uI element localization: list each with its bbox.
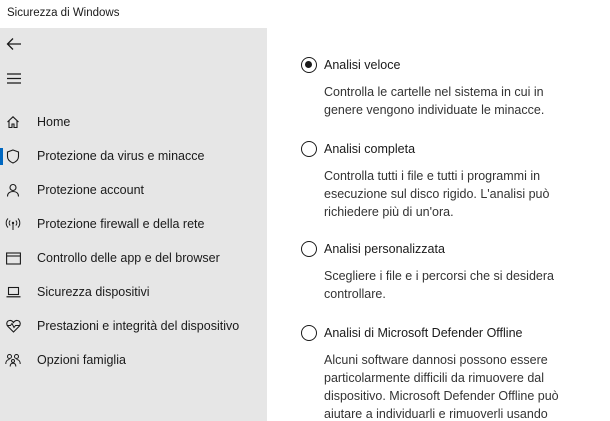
sidebar-item-device-performance[interactable] xyxy=(0,309,267,343)
radio-full-scan[interactable] xyxy=(301,141,317,157)
sidebar-item-label: Protezione da virus e minacce xyxy=(37,149,205,163)
option-description: Controlla le cartelle nel sistema in cui in genere vengono individuate le minacce. xyxy=(324,85,545,117)
laptop-icon xyxy=(5,284,21,300)
home-icon xyxy=(5,114,21,130)
radio-custom-scan[interactable] xyxy=(301,241,317,257)
browser-window-icon xyxy=(5,250,21,266)
back-arrow-icon xyxy=(6,37,22,51)
option-description: Alcuni software dannosi possono essere particolarmente difficili da rimuovere dal dispositivo. Microsoft Defender Offline può aiutare a individuarli e rimuoverli usando xyxy=(324,353,559,421)
sidebar-item-label: Protezione firewall e della rete xyxy=(37,217,205,231)
sidebar-item-label: Home xyxy=(37,115,71,129)
scan-options-panel xyxy=(267,28,610,421)
sidebar-item-label: Protezione account xyxy=(37,183,145,197)
radio-quick-scan[interactable] xyxy=(301,57,317,73)
sidebar-item-virus-protection[interactable] xyxy=(0,139,267,173)
sidebar-item-home[interactable] xyxy=(0,105,267,139)
option-title: Analisi di Microsoft Defender Offline xyxy=(324,326,523,340)
sidebar-item-label: Opzioni famiglia xyxy=(37,353,126,367)
option-title: Analisi veloce xyxy=(324,58,401,72)
wireless-icon xyxy=(5,216,21,232)
sidebar-item-label: Sicurezza dispositivi xyxy=(37,285,150,299)
back-button[interactable] xyxy=(2,32,26,56)
sidebar-item-label: Prestazioni e integrità del dispositivo xyxy=(37,319,240,333)
sidebar-item-device-security[interactable] xyxy=(0,275,267,309)
sidebar-item-account-protection[interactable] xyxy=(0,173,267,207)
heart-pulse-icon xyxy=(5,318,21,334)
sidebar-item-firewall[interactable] xyxy=(0,207,267,241)
option-title: Analisi completa xyxy=(324,142,416,156)
shield-icon xyxy=(5,148,21,164)
sidebar-item-app-browser-control[interactable] xyxy=(0,241,267,275)
window-title: Sicurezza di Windows xyxy=(7,7,120,19)
sidebar-item-label: Controllo delle app e del browser xyxy=(37,251,220,265)
hamburger-menu-icon xyxy=(7,73,21,84)
radio-defender-offline-scan[interactable] xyxy=(301,325,317,341)
option-description: Controlla tutti i file e tutti i programmi in esecuzione sul disco rigido. L'analisi può richiedere più di un'ora. xyxy=(324,169,550,219)
menu-button[interactable] xyxy=(2,66,26,90)
option-title: Analisi personalizzata xyxy=(324,242,445,256)
family-icon xyxy=(5,352,21,368)
sidebar-nav xyxy=(0,105,267,377)
option-description: Scegliere i file e i percorsi che si desidera controllare. xyxy=(324,269,554,301)
sidebar-item-family-options[interactable] xyxy=(0,343,267,377)
title-bar xyxy=(0,0,610,28)
sidebar xyxy=(0,28,267,421)
person-icon xyxy=(5,182,21,198)
